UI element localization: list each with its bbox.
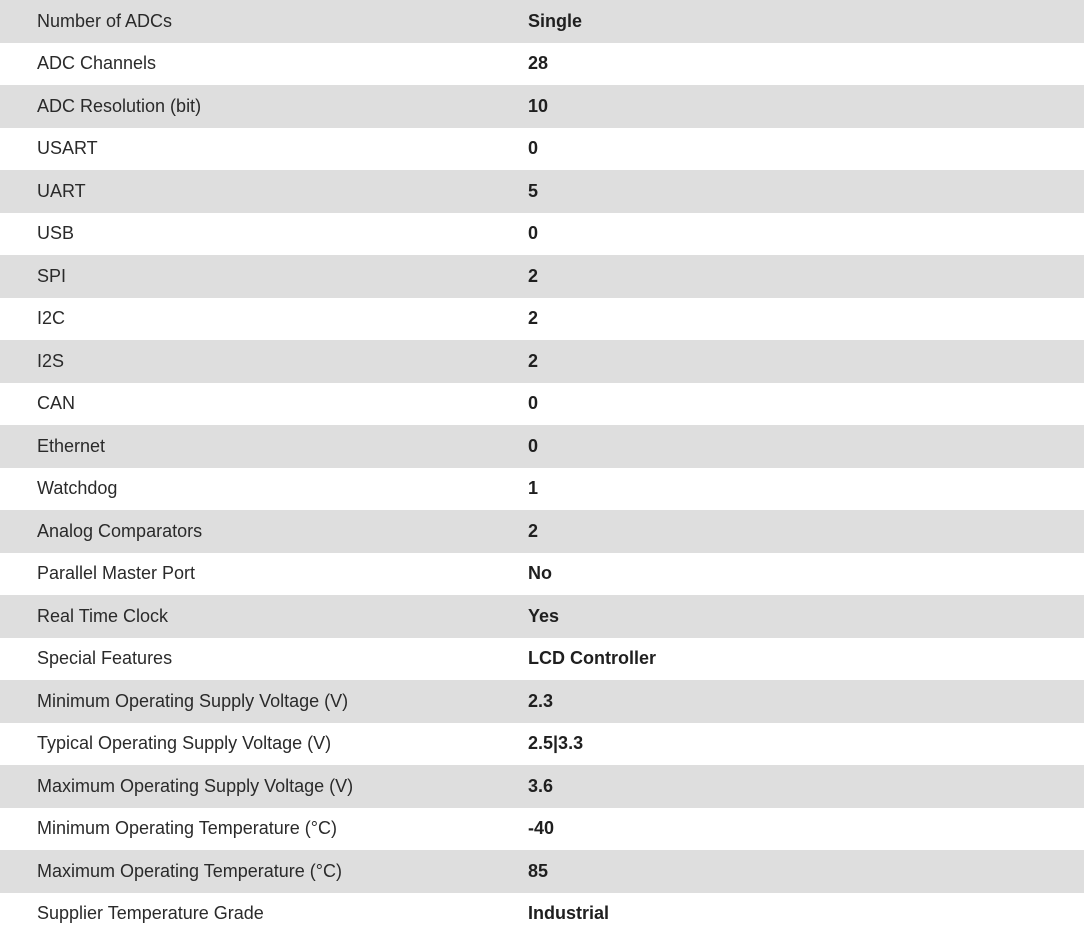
spec-label: I2C [0, 298, 528, 341]
spec-value: 28 [528, 43, 1084, 86]
spec-row [0, 595, 1084, 638]
spec-value: 0 [528, 425, 1084, 468]
spec-value: No [528, 553, 1084, 596]
spec-label: Real Time Clock [0, 595, 528, 638]
spec-value: Industrial [528, 893, 1084, 935]
spec-value: 0 [528, 128, 1084, 171]
spec-row [0, 680, 1084, 723]
spec-row [0, 893, 1084, 935]
spec-row [0, 340, 1084, 383]
spec-value: 2 [528, 340, 1084, 383]
spec-label: SPI [0, 255, 528, 298]
spec-value: Single [528, 0, 1084, 43]
spec-row [0, 638, 1084, 681]
spec-value: 85 [528, 850, 1084, 893]
spec-row [0, 170, 1084, 213]
spec-label: Parallel Master Port [0, 553, 528, 596]
spec-label: Typical Operating Supply Voltage (V) [0, 723, 528, 766]
spec-value: 2 [528, 255, 1084, 298]
spec-label: UART [0, 170, 528, 213]
spec-row [0, 85, 1084, 128]
spec-row [0, 553, 1084, 596]
spec-value: 5 [528, 170, 1084, 213]
spec-label: CAN [0, 383, 528, 426]
spec-label: USART [0, 128, 528, 171]
spec-row [0, 383, 1084, 426]
spec-row [0, 0, 1084, 43]
spec-value: Yes [528, 595, 1084, 638]
spec-value: 10 [528, 85, 1084, 128]
spec-row [0, 765, 1084, 808]
spec-value: 1 [528, 468, 1084, 511]
spec-label: Supplier Temperature Grade [0, 893, 528, 935]
spec-row [0, 808, 1084, 851]
spec-label: Special Features [0, 638, 528, 681]
spec-row [0, 510, 1084, 553]
spec-value: 0 [528, 383, 1084, 426]
spec-value: 2 [528, 510, 1084, 553]
spec-value: 0 [528, 213, 1084, 256]
spec-row [0, 425, 1084, 468]
spec-label: Watchdog [0, 468, 528, 511]
spec-value: 2.3 [528, 680, 1084, 723]
spec-value: LCD Controller [528, 638, 1084, 681]
spec-value: 2 [528, 298, 1084, 341]
spec-label: Analog Comparators [0, 510, 528, 553]
spec-row [0, 723, 1084, 766]
spec-label: Maximum Operating Supply Voltage (V) [0, 765, 528, 808]
spec-row [0, 43, 1084, 86]
spec-label: USB [0, 213, 528, 256]
spec-label: I2S [0, 340, 528, 383]
spec-label: ADC Channels [0, 43, 528, 86]
spec-row [0, 850, 1084, 893]
spec-label: Maximum Operating Temperature (°C) [0, 850, 528, 893]
spec-row [0, 213, 1084, 256]
spec-value: -40 [528, 808, 1084, 851]
spec-label: Number of ADCs [0, 0, 528, 43]
spec-label: Minimum Operating Temperature (°C) [0, 808, 528, 851]
spec-row [0, 468, 1084, 511]
spec-label: Minimum Operating Supply Voltage (V) [0, 680, 528, 723]
spec-row [0, 255, 1084, 298]
spec-value: 3.6 [528, 765, 1084, 808]
spec-label: Ethernet [0, 425, 528, 468]
spec-value: 2.5|3.3 [528, 723, 1084, 766]
spec-row [0, 128, 1084, 171]
spec-row [0, 298, 1084, 341]
spec-label: ADC Resolution (bit) [0, 85, 528, 128]
